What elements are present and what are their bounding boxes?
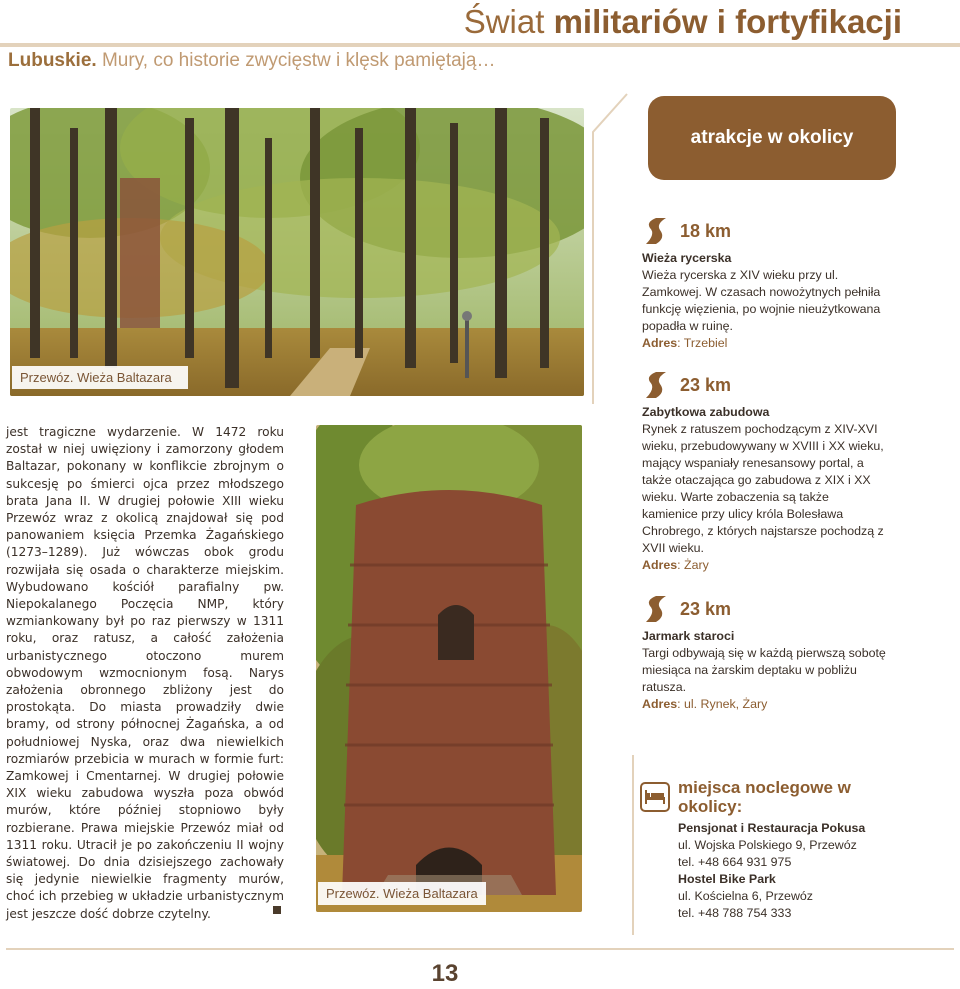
attraction-name: Jarmark staroci [642, 629, 735, 643]
hotel-phone: tel. +48 788 754 333 [678, 906, 792, 920]
attractions-tab: atrakcje w okolicy [648, 96, 896, 180]
hotel-address: ul. Wojska Polskiego 9, Przewóz [678, 838, 857, 852]
subtitle [8, 48, 495, 74]
accommodation-title: miejsca noclegowe w okolicy: [678, 778, 851, 816]
region-label: Lubuskie. [8, 50, 97, 71]
attraction-name: Zabytkowa zabudowa [642, 405, 770, 419]
bed-icon [640, 782, 670, 812]
attraction-description: Wieża rycerska z XIV wieku przy ul. Zamkowej. W czasach nowożytnych pełniła funkcję więzienia, po wojnie nieużytkowana popadła w ruinę. [642, 268, 881, 333]
attraction-description: Rynek z ratuszem pochodzącym z XIV-XVI wieku, przebudowywany w XVIII i XX wieku, mający wspaniały renesansowy portal, a także otaczająca go zabudowa z XIX i XX wieku. Warte zobaczenia są także kamienice przy ulicy króla Bolesława Chrobrego, z których najstarsze pochodzą z XVII wieku. [642, 422, 884, 555]
attraction-address: Adres: ul. Rynek, Żary [642, 697, 768, 711]
attraction-name: Wieża rycerska [642, 251, 732, 265]
distance: 23 km [680, 374, 732, 395]
attraction-item [642, 592, 887, 713]
hotel-address: ul. Kościelna 6, Przewóz [678, 889, 813, 903]
decorative-line [585, 92, 635, 404]
attraction-description: Targi odbywają się w każdą pierwszą sobotę miesiąca na żarskim deptaku w pobliżu ratusza. [642, 646, 886, 694]
hotel-phone: tel. +48 664 931 975 [678, 855, 792, 869]
title-bold: militariów i fortyfikacji [553, 3, 902, 40]
tower-photo-caption: Przewóz. Wieża Baltazara [318, 882, 486, 905]
road-icon [642, 370, 672, 400]
distance: 18 km [680, 220, 732, 241]
page-number: 13 [431, 960, 459, 987]
forest-photo [10, 108, 584, 396]
attraction-address: Adres: Żary [642, 558, 709, 572]
subtitle-text: Mury, co historie zwycięstw i klęsk pamiętają… [101, 50, 496, 71]
footer-rule [6, 948, 954, 950]
header-rule [0, 43, 960, 47]
tower-photo [316, 425, 582, 912]
road-icon [642, 216, 672, 246]
attraction-item [642, 368, 887, 574]
page-title [440, 0, 902, 44]
accommodation-section [640, 778, 890, 922]
hotel-name: Pensjonat i Restauracja Pokusa [678, 821, 866, 835]
attraction-item [642, 214, 887, 352]
decorative-line [632, 755, 634, 935]
article-body: jest tragiczne wydarzenie. W 1472 roku został w niej uwięziony i zamorzony głodem Baltazar, pokonany w konflikcie zbrojnym o sukcesję po śmierci ojca przez młodszego brata Jana II. W drugiej połowie XIII wieku Przewóz wraz z okolicą znajdował się pod panowaniem księcia Przemka Żagańskiego (1273–1289). Już wówczas obok grodu rozwijała się osada o charakterze miejskim. Wybudowano kościół parafialny pw. Niepokalanego Poczęcia NMP, który wzmiankowany był po raz pierwszy w 1311 roku, oraz ratusz, a całość założenia urbanistycznego otoczono murem obwodowym wzmocnionym fosą. Narys założenia obronnego zbliżony jest do prostokąta. Do miasta prowadziły dwie bramy, od strony północnej Żagańska, a od południowej Nyska, oraz dwa niewielkich rozmiarów przebicia w murach w formie furt: Zamkowej i Cmentarnej. W drugiej połowie XIX wieku zabudowa wyszła poza obwód murów, które później stopniowo były rozbierane. Prawa miejskie Przewóz miał od 1311 roku. Utracił je po zakończeniu II wojny światowej. Do dnia dzisiejszego zachowały się jedynie niewielkie fragmenty murów, choć ich przebieg w układzie urbanistycznym jest jeszcze dość dobrze czytelny. [6, 425, 284, 921]
attraction-address: Adres: Trzebiel [642, 336, 728, 350]
title-light: Świat [463, 3, 545, 40]
forest-photo-caption: Przewóz. Wieża Baltazara [12, 366, 188, 389]
distance: 23 km [680, 598, 732, 619]
end-of-article-mark [273, 906, 281, 914]
road-icon [642, 594, 672, 624]
hotel-name: Hostel Bike Park [678, 872, 776, 886]
